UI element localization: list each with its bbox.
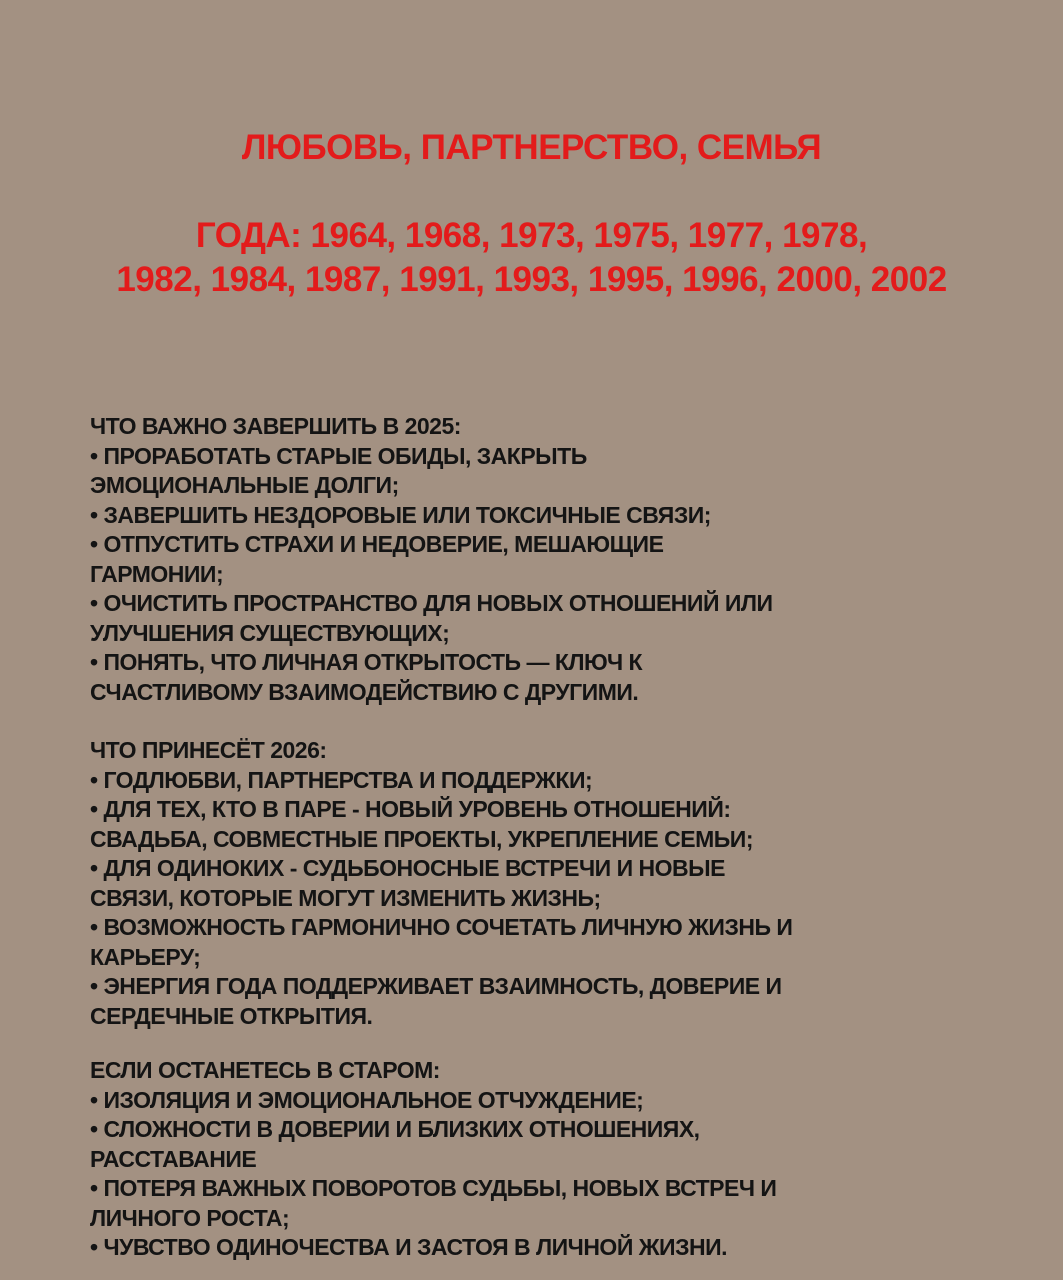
list-item-continuation: СВАДЬБА, СОВМЕСТНЫЕ ПРОЕКТЫ, УКРЕПЛЕНИЕ СЕМЬИ; — [90, 825, 753, 852]
section-heading: ЧТО ВАЖНО ЗАВЕРШИТЬ В 2025: — [90, 413, 461, 439]
years-heading-line-1: ГОДА: 1964, 1968, 1973, 1975, 1977, 1978, — [195, 216, 868, 255]
list-item: • ДЛЯ ТЕХ, КТО В ПАРЕ - НОВЫЙ УРОВЕНЬ ОТНОШЕНИЙ: — [90, 796, 731, 822]
list-item: • ГОДЛЮБВИ, ПАРТНЕРСТВА И ПОДДЕРЖКИ; — [90, 766, 593, 793]
section-stay-in-old — [90, 1056, 990, 1263]
list-item-continuation: РАССТАВАНИЕ — [90, 1145, 257, 1172]
list-item-continuation: СЕРДЕЧНЫЕ ОТКРЫТИЯ. — [90, 1002, 373, 1029]
list-item-continuation: ЭМОЦИОНАЛЬНЫЕ ДОЛГИ; — [90, 472, 399, 498]
list-item: • ПРОРАБОТАТЬ СТАРЫЕ ОБИДЫ, ЗАКРЫТЬ — [90, 442, 587, 469]
list-item: • СЛОЖНОСТИ В ДОВЕРИИ И БЛИЗКИХ ОТНОШЕНИЯХ, — [90, 1116, 700, 1142]
list-item-continuation: УЛУЧШЕНИЯ СУЩЕСТВУЮЩИХ; — [90, 619, 450, 646]
list-item: • ИЗОЛЯЦИЯ И ЭМОЦИОНАЛЬНОЕ ОТЧУЖДЕНИЕ; — [90, 1086, 644, 1113]
section-heading: ЕСЛИ ОСТАНЕТЕСЬ В СТАРОМ: — [90, 1057, 440, 1083]
list-item-continuation: ЛИЧНОГО РОСТА; — [90, 1204, 290, 1231]
section-brings-2026 — [90, 736, 990, 1031]
list-item-continuation: СВЯЗИ, КОТОРЫЕ МОГУТ ИЗМЕНИТЬ ЖИЗНЬ; — [90, 884, 601, 911]
list-item-continuation: СЧАСТЛИВОМУ ВЗАИМОДЕЙСТВИЮ С ДРУГИМИ. — [90, 678, 639, 705]
list-item: • ДЛЯ ОДИНОКИХ - СУДЬБОНОСНЫЕ ВСТРЕЧИ И НОВЫЕ — [90, 855, 725, 881]
list-item: • ПОНЯТЬ, ЧТО ЛИЧНАЯ ОТКРЫТОСТЬ — КЛЮЧ К — [90, 649, 643, 675]
section-heading: ЧТО ПРИНЕСЁТ 2026: — [90, 737, 327, 763]
list-item: • ВОЗМОЖНОСТЬ ГАРМОНИЧНО СОЧЕТАТЬ ЛИЧНУЮ ЖИЗНЬ И — [90, 914, 793, 940]
list-item-continuation: ГАРМОНИИ; — [90, 560, 224, 587]
years-heading-line-2: 1982, 1984, 1987, 1991, 1993, 1995, 1996, 2000, 2002 — [116, 260, 947, 299]
list-item: • ОТПУСТИТЬ СТРАХИ И НЕДОВЕРИЕ, МЕШАЮЩИЕ — [90, 531, 664, 557]
list-item: • ПОТЕРЯ ВАЖНЫХ ПОВОРОТОВ СУДЬБЫ, НОВЫХ ВСТРЕЧ И — [90, 1175, 777, 1201]
list-item-continuation: КАРЬЕРУ; — [90, 943, 201, 970]
list-item: • ЗАВЕРШИТЬ НЕЗДОРОВЫЕ ИЛИ ТОКСИЧНЫЕ СВЯЗИ; — [90, 501, 711, 528]
page-title: ЛЮБОВЬ, ПАРТНЕРСТВО, СЕМЬЯ — [241, 128, 822, 167]
list-item: • ЭНЕРГИЯ ГОДА ПОДДЕРЖИВАЕТ ВЗАИМНОСТЬ, ДОВЕРИЕ И — [90, 973, 782, 999]
list-item: • ОЧИСТИТЬ ПРОСТРАНСТВО ДЛЯ НОВЫХ ОТНОШЕНИЙ ИЛИ — [90, 590, 773, 616]
list-item: • ЧУВСТВО ОДИНОЧЕСТВА И ЗАСТОЯ В ЛИЧНОЙ ЖИЗНИ. — [90, 1234, 728, 1260]
section-complete-2025 — [90, 412, 990, 707]
